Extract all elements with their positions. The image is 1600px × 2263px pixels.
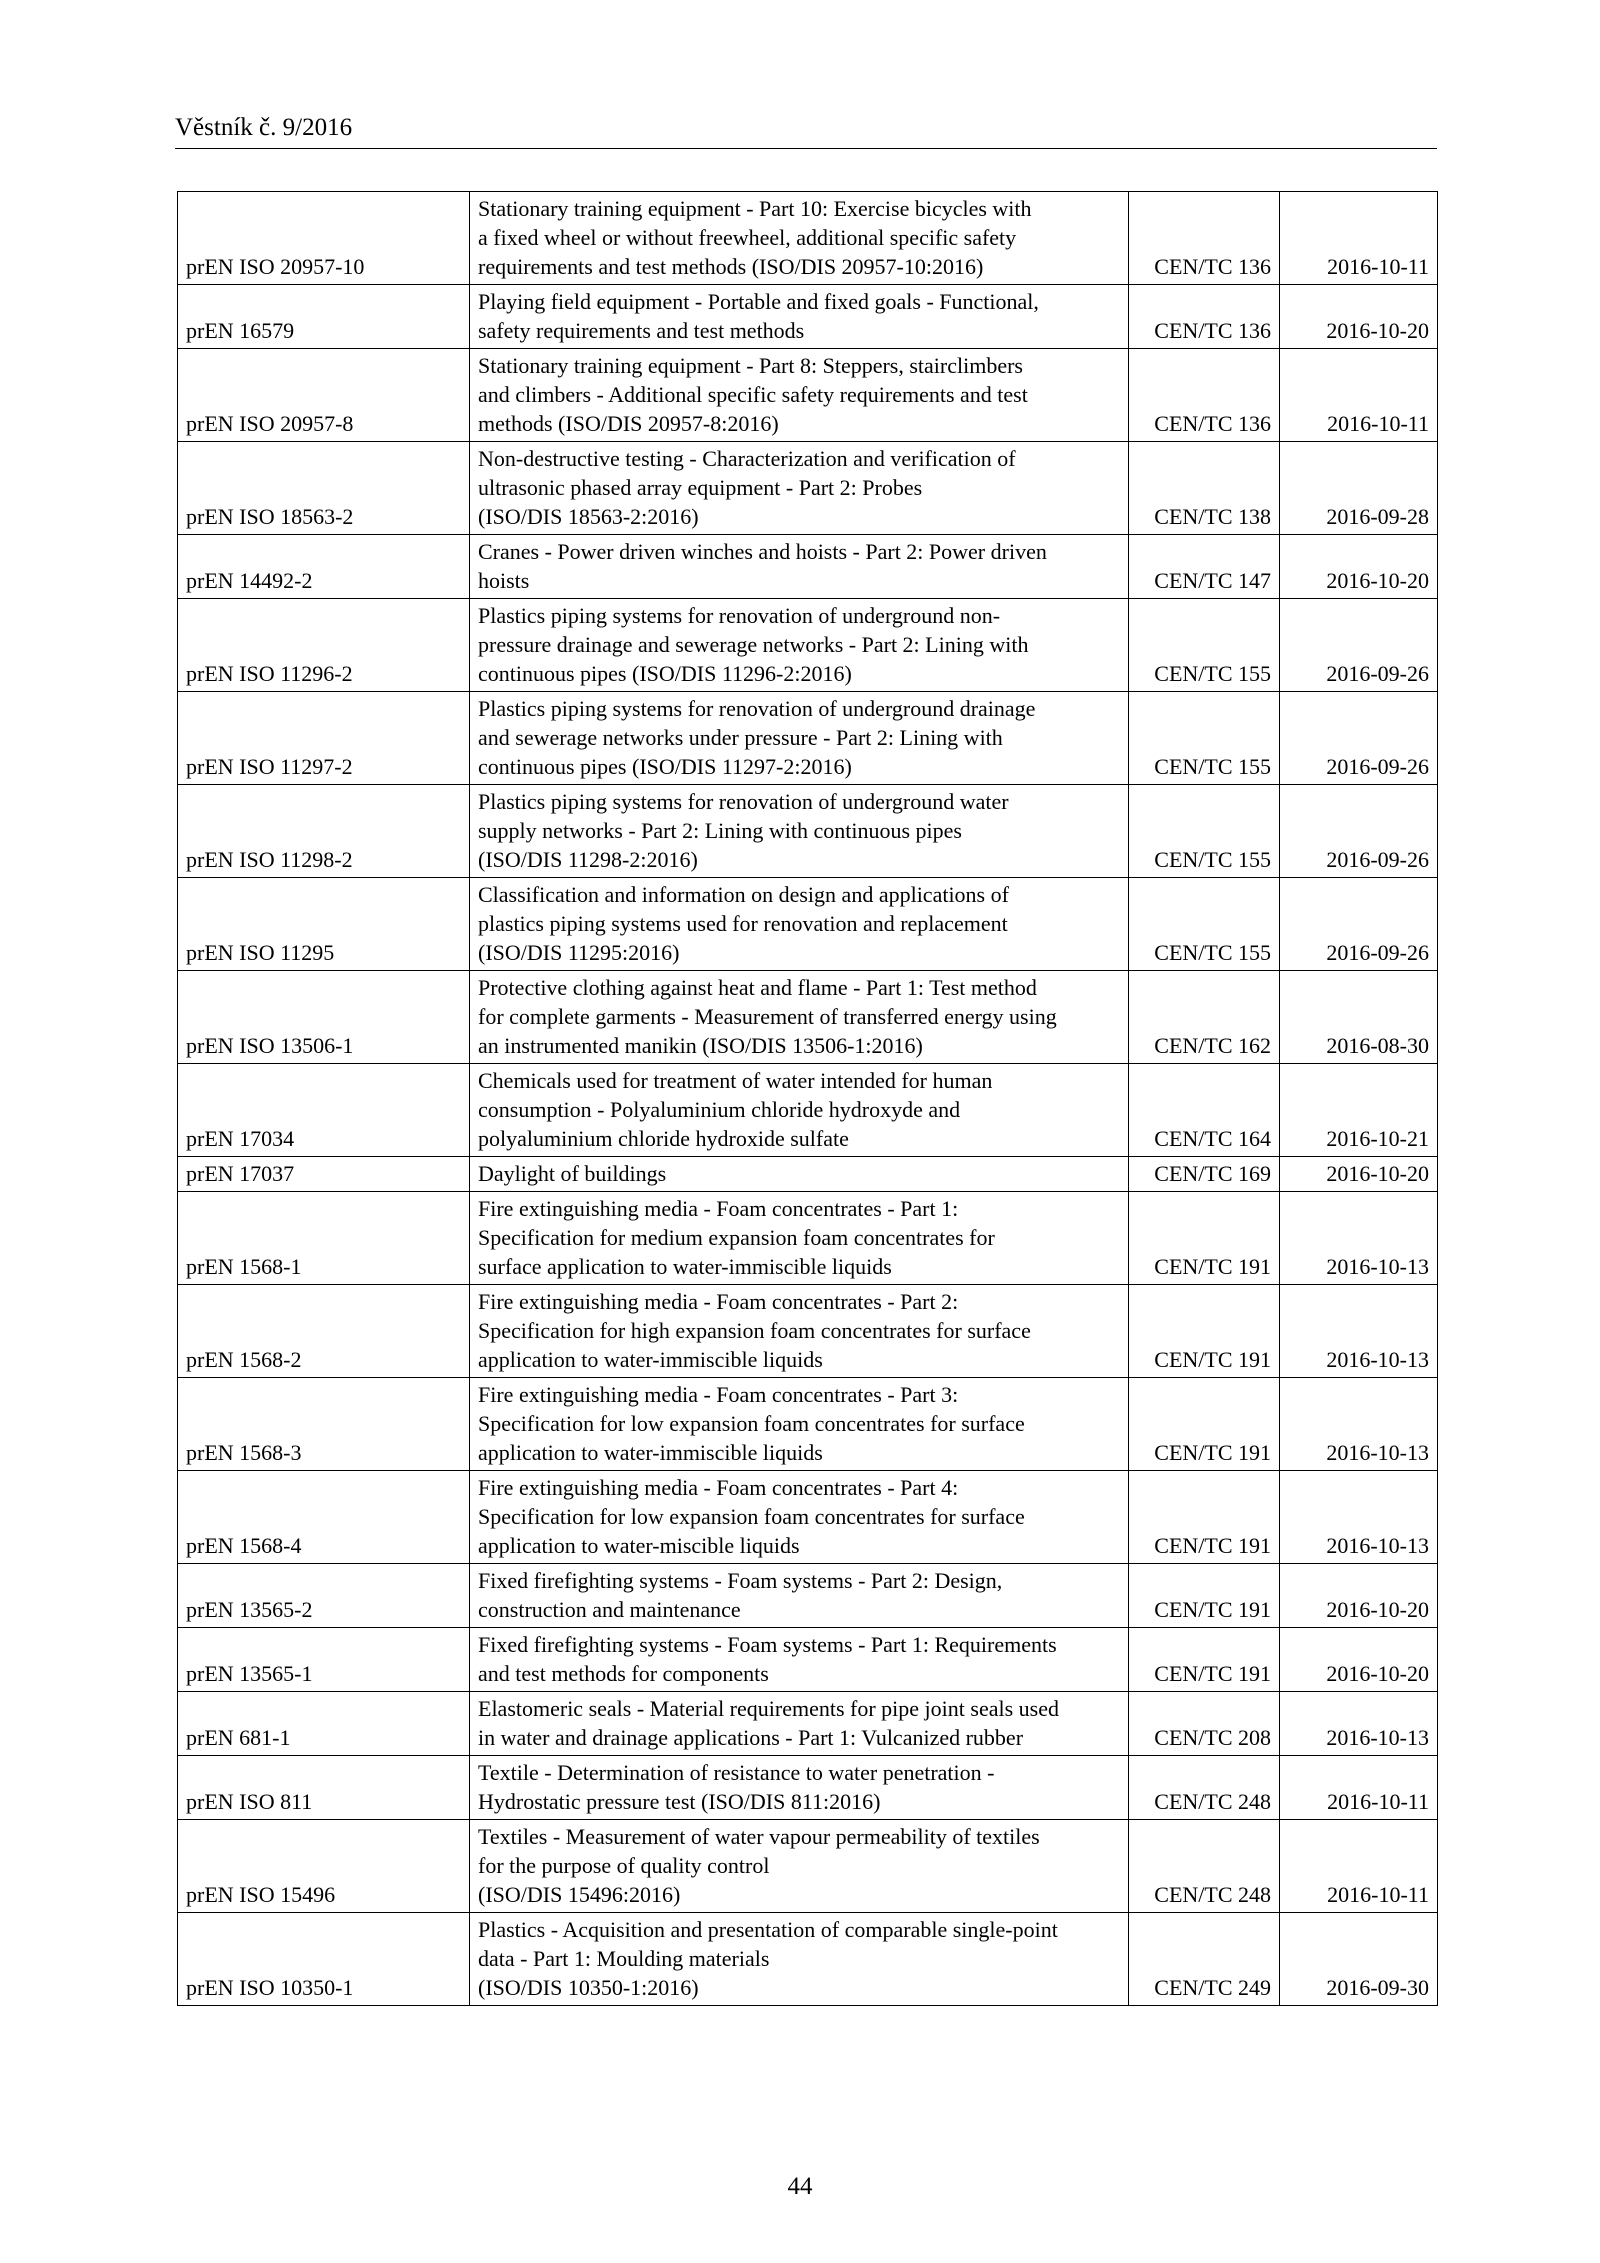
standard-title-line: application to water-immiscible liquids (478, 1347, 823, 1372)
standard-title-line: Specification for low expansion foam concentrates for surface (478, 1504, 1025, 1529)
standard-title-line: for complete garments - Measurement of transferred energy using (478, 1004, 1057, 1029)
standard-code: prEN 13565-2 (178, 1564, 470, 1628)
standard-code: prEN ISO 11295 (178, 878, 470, 971)
standard-code: prEN 17037 (178, 1157, 470, 1192)
table-row (178, 1564, 1438, 1628)
standard-title-line: Stationary training equipment - Part 8: Steppers, stairclimbers (478, 353, 1023, 378)
standard-title (470, 692, 1129, 785)
table-row (178, 1820, 1438, 1913)
table-row (178, 1628, 1438, 1692)
table-row (178, 349, 1438, 442)
standard-title-line: Plastics - Acquisition and presentation of comparable single-point (478, 1917, 1058, 1942)
standard-code: prEN ISO 11296-2 (178, 599, 470, 692)
standard-title (470, 349, 1129, 442)
standard-code: prEN ISO 13506-1 (178, 971, 470, 1064)
deadline-date: 2016-10-11 (1280, 192, 1438, 285)
deadline-date: 2016-09-28 (1280, 442, 1438, 535)
standard-title-line: and test methods for components (478, 1661, 769, 1686)
standard-title-line: Fixed firefighting systems - Foam systems - Part 1: Requirements (478, 1632, 1057, 1657)
standard-title-line: Textiles - Measurement of water vapour permeability of textiles (478, 1824, 1040, 1849)
technical-committee: CEN/TC 155 (1129, 878, 1280, 971)
table-row (178, 599, 1438, 692)
deadline-date: 2016-09-26 (1280, 692, 1438, 785)
standard-code: prEN ISO 10350-1 (178, 1913, 470, 2006)
standard-code: prEN ISO 11298-2 (178, 785, 470, 878)
standard-title-line: Specification for medium expansion foam concentrates for (478, 1225, 995, 1250)
standard-code: prEN 17034 (178, 1064, 470, 1157)
deadline-date: 2016-09-26 (1280, 878, 1438, 971)
standard-title (470, 442, 1129, 535)
page-header (175, 112, 1437, 149)
standard-title (470, 599, 1129, 692)
deadline-date: 2016-10-11 (1280, 1820, 1438, 1913)
deadline-date: 2016-10-13 (1280, 1692, 1438, 1756)
technical-committee: CEN/TC 169 (1129, 1157, 1280, 1192)
standard-title-line: Hydrostatic pressure test (ISO/DIS 811:2016) (478, 1789, 881, 1814)
technical-committee: CEN/TC 191 (1129, 1285, 1280, 1378)
standard-title-line: Protective clothing against heat and flame - Part 1: Test method (478, 975, 1037, 1000)
standard-title-line: Specification for high expansion foam concentrates for surface (478, 1318, 1031, 1343)
standard-title-line: plastics piping systems used for renovation and replacement (478, 911, 1008, 936)
standard-title-line: and sewerage networks under pressure - Part 2: Lining with (478, 725, 1003, 750)
table-row (178, 1756, 1438, 1820)
standard-title-line: construction and maintenance (478, 1597, 741, 1622)
standard-code: prEN ISO 20957-10 (178, 192, 470, 285)
technical-committee: CEN/TC 136 (1129, 349, 1280, 442)
standard-title-line: an instrumented manikin (ISO/DIS 13506-1:2016) (478, 1033, 923, 1058)
technical-committee: CEN/TC 191 (1129, 1471, 1280, 1564)
standard-code: prEN 1568-1 (178, 1192, 470, 1285)
technical-committee: CEN/TC 138 (1129, 442, 1280, 535)
standard-title-line: Plastics piping systems for renovation of underground non- (478, 603, 1001, 628)
standard-title-line: ultrasonic phased array equipment - Part 2: Probes (478, 475, 923, 500)
standard-title-line: (ISO/DIS 15496:2016) (478, 1882, 681, 1907)
deadline-date: 2016-10-13 (1280, 1471, 1438, 1564)
standard-title-line: Daylight of buildings (478, 1161, 667, 1186)
standards-table-body (178, 192, 1438, 2006)
standard-code: prEN ISO 15496 (178, 1820, 470, 1913)
standard-title (470, 285, 1129, 349)
standard-title-line: for the purpose of quality control (478, 1853, 770, 1878)
standard-title (470, 878, 1129, 971)
standard-title-line: continuous pipes (ISO/DIS 11297-2:2016) (478, 754, 852, 779)
standard-title-line: Plastics piping systems for renovation of underground water (478, 789, 1009, 814)
technical-committee: CEN/TC 248 (1129, 1756, 1280, 1820)
technical-committee: CEN/TC 191 (1129, 1628, 1280, 1692)
standard-title (470, 785, 1129, 878)
standard-title (470, 192, 1129, 285)
journal-title: Věstník č. 9/2016 (175, 114, 353, 141)
standard-code: prEN 16579 (178, 285, 470, 349)
standard-title-line: polyaluminium chloride hydroxide sulfate (478, 1126, 849, 1151)
technical-committee: CEN/TC 155 (1129, 785, 1280, 878)
deadline-date: 2016-10-11 (1280, 1756, 1438, 1820)
deadline-date: 2016-09-26 (1280, 785, 1438, 878)
standard-title (470, 1628, 1129, 1692)
standard-title-line: Classification and information on design and applications of (478, 882, 1009, 907)
table-row (178, 1913, 1438, 2006)
standard-code: prEN ISO 11297-2 (178, 692, 470, 785)
table-row (178, 1064, 1438, 1157)
standard-title-line: pressure drainage and sewerage networks - Part 2: Lining with (478, 632, 1029, 657)
deadline-date: 2016-10-13 (1280, 1192, 1438, 1285)
deadline-date: 2016-10-20 (1280, 1628, 1438, 1692)
table-row (178, 971, 1438, 1064)
standard-title-line: (ISO/DIS 11298-2:2016) (478, 847, 698, 872)
technical-committee: CEN/TC 164 (1129, 1064, 1280, 1157)
standard-title-line: hoists (478, 568, 530, 593)
standard-title-line: Plastics piping systems for renovation of underground drainage (478, 696, 1036, 721)
standard-title (470, 1471, 1129, 1564)
standard-title-line: application to water-miscible liquids (478, 1533, 800, 1558)
technical-committee: CEN/TC 249 (1129, 1913, 1280, 2006)
deadline-date: 2016-09-26 (1280, 599, 1438, 692)
standard-title-line: Stationary training equipment - Part 10: Exercise bicycles with (478, 196, 1032, 221)
table-row (178, 1285, 1438, 1378)
standard-title (470, 1692, 1129, 1756)
standard-title-line: requirements and test methods (ISO/DIS 20957-10:2016) (478, 254, 984, 279)
standard-title-line: a fixed wheel or without freewheel, additional specific safety (478, 225, 1017, 250)
standard-title-line: Fixed firefighting systems - Foam systems - Part 2: Design, (478, 1568, 1003, 1593)
standard-code: prEN ISO 811 (178, 1756, 470, 1820)
standard-code: prEN 1568-3 (178, 1378, 470, 1471)
standard-title-line: Fire extinguishing media - Foam concentrates - Part 4: (478, 1475, 959, 1500)
table-row (178, 692, 1438, 785)
table-row (178, 1192, 1438, 1285)
table-row (178, 1157, 1438, 1192)
standards-table (177, 191, 1438, 2006)
standard-code: prEN ISO 18563-2 (178, 442, 470, 535)
standard-title-line: (ISO/DIS 11295:2016) (478, 940, 680, 965)
standard-title-line: safety requirements and test methods (478, 318, 805, 343)
standard-code: prEN ISO 20957-8 (178, 349, 470, 442)
standard-title-line: data - Part 1: Moulding materials (478, 1946, 770, 1971)
deadline-date: 2016-10-13 (1280, 1378, 1438, 1471)
deadline-date: 2016-10-21 (1280, 1064, 1438, 1157)
deadline-date: 2016-08-30 (1280, 971, 1438, 1064)
standard-title-line: Chemicals used for treatment of water intended for human (478, 1068, 993, 1093)
deadline-date: 2016-10-20 (1280, 1564, 1438, 1628)
standard-title-line: and climbers - Additional specific safety requirements and test (478, 382, 1028, 407)
deadline-date: 2016-10-20 (1280, 535, 1438, 599)
technical-committee: CEN/TC 136 (1129, 285, 1280, 349)
table-row (178, 878, 1438, 971)
standard-title-line: Fire extinguishing media - Foam concentrates - Part 3: (478, 1382, 959, 1407)
technical-committee: CEN/TC 191 (1129, 1192, 1280, 1285)
standard-title-line: consumption - Polyaluminium chloride hydroxyde and (478, 1097, 961, 1122)
technical-committee: CEN/TC 136 (1129, 192, 1280, 285)
technical-committee: CEN/TC 155 (1129, 692, 1280, 785)
standard-title-line: continuous pipes (ISO/DIS 11296-2:2016) (478, 661, 852, 686)
standard-title-line: Elastomeric seals - Material requirements for pipe joint seals used (478, 1696, 1059, 1721)
standard-title-line: Playing field equipment - Portable and fixed goals - Functional, (478, 289, 1039, 314)
standard-title-line: Textile - Determination of resistance to water penetration - (478, 1760, 995, 1785)
standard-title (470, 535, 1129, 599)
table-row (178, 1692, 1438, 1756)
standard-title (470, 1157, 1129, 1192)
standard-code: prEN 1568-2 (178, 1285, 470, 1378)
technical-committee: CEN/TC 248 (1129, 1820, 1280, 1913)
deadline-date: 2016-10-13 (1280, 1285, 1438, 1378)
table-row (178, 1378, 1438, 1471)
standard-title-line: Fire extinguishing media - Foam concentrates - Part 2: (478, 1289, 959, 1314)
standard-title (470, 1564, 1129, 1628)
technical-committee: CEN/TC 208 (1129, 1692, 1280, 1756)
standard-title-line: in water and drainage applications - Part 1: Vulcanized rubber (478, 1725, 1024, 1750)
standard-title-line: Fire extinguishing media - Foam concentrates - Part 1: (478, 1196, 959, 1221)
table-row (178, 285, 1438, 349)
deadline-date: 2016-10-20 (1280, 1157, 1438, 1192)
standard-title-line: Specification for low expansion foam concentrates for surface (478, 1411, 1025, 1436)
standard-title-line: (ISO/DIS 10350-1:2016) (478, 1975, 699, 2000)
table-row (178, 1471, 1438, 1564)
technical-committee: CEN/TC 162 (1129, 971, 1280, 1064)
standard-title (470, 1064, 1129, 1157)
standard-title-line: supply networks - Part 2: Lining with continuous pipes (478, 818, 962, 843)
technical-committee: CEN/TC 191 (1129, 1378, 1280, 1471)
standard-title-line: surface application to water-immiscible liquids (478, 1254, 892, 1279)
table-row (178, 785, 1438, 878)
standard-title-line: Cranes - Power driven winches and hoists - Part 2: Power driven (478, 539, 1047, 564)
technical-committee: CEN/TC 191 (1129, 1564, 1280, 1628)
standard-title (470, 971, 1129, 1064)
standard-code: prEN 1568-4 (178, 1471, 470, 1564)
standard-code: prEN 14492-2 (178, 535, 470, 599)
deadline-date: 2016-10-11 (1280, 349, 1438, 442)
standard-title (470, 1378, 1129, 1471)
standard-title-line: Non-destructive testing - Characterization and verification of (478, 446, 1016, 471)
table-row (178, 192, 1438, 285)
standard-code: prEN 13565-1 (178, 1628, 470, 1692)
standard-title (470, 1913, 1129, 2006)
standard-title (470, 1756, 1129, 1820)
table-row (178, 535, 1438, 599)
standard-title (470, 1285, 1129, 1378)
technical-committee: CEN/TC 147 (1129, 535, 1280, 599)
standard-code: prEN 681-1 (178, 1692, 470, 1756)
page-number: 44 (787, 2173, 813, 2200)
deadline-date: 2016-10-20 (1280, 285, 1438, 349)
standard-title (470, 1192, 1129, 1285)
deadline-date: 2016-09-30 (1280, 1913, 1438, 2006)
technical-committee: CEN/TC 155 (1129, 599, 1280, 692)
standard-title-line: methods (ISO/DIS 20957-8:2016) (478, 411, 779, 436)
standard-title (470, 1820, 1129, 1913)
standard-title-line: application to water-immiscible liquids (478, 1440, 823, 1465)
standard-title-line: (ISO/DIS 18563-2:2016) (478, 504, 699, 529)
table-row (178, 442, 1438, 535)
